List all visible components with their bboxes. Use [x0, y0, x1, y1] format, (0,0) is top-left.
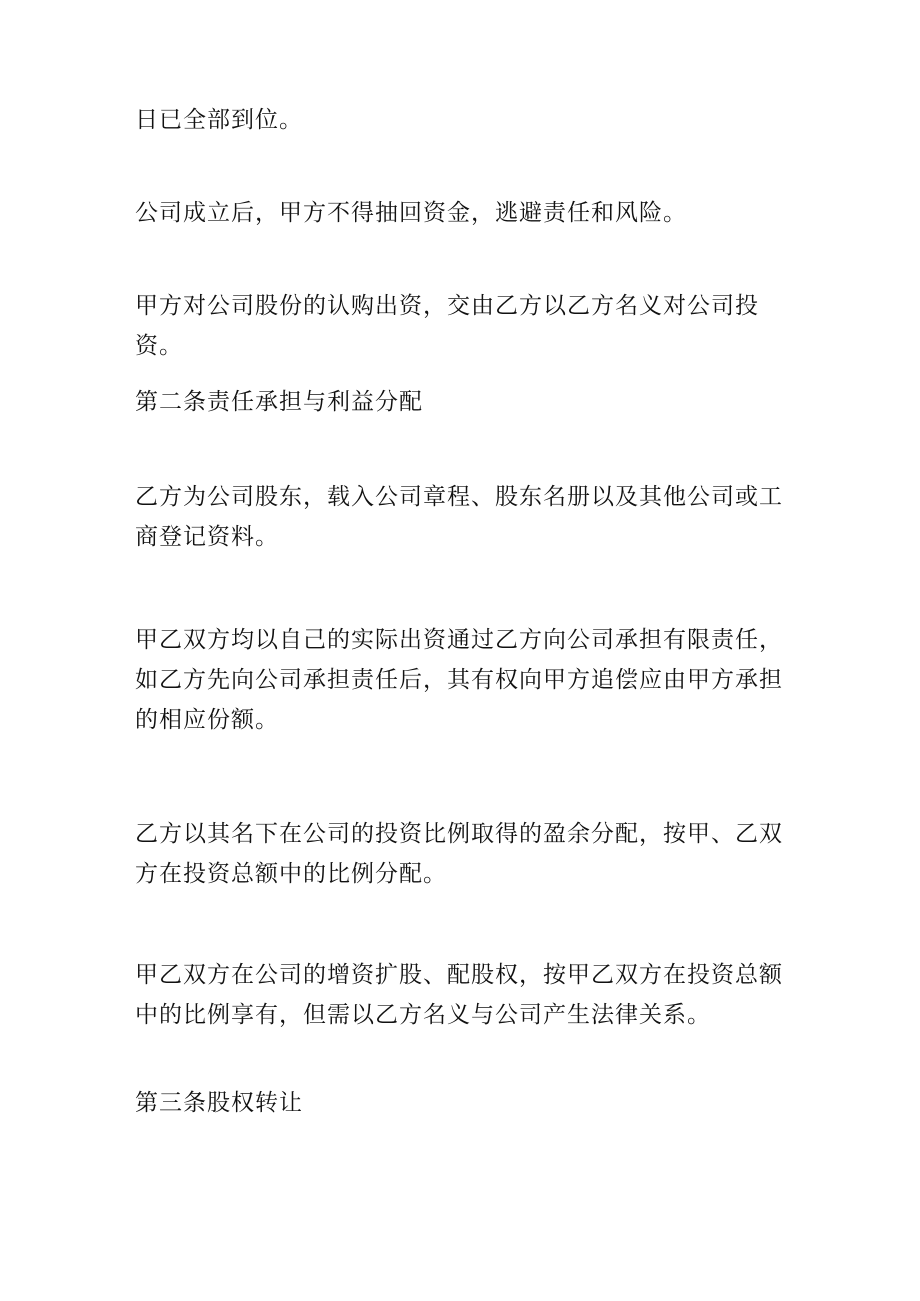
paragraph-no-withdrawal: 公司成立后，甲方不得抽回资金，逃避责任和风险。 — [135, 200, 687, 226]
paragraph-shareholder-registration: 乙方为公司股东，载入公司章程、股东名册以及其他公司或工商登记资料。 — [135, 484, 783, 550]
paragraph-funds-in-place: 日已全部到位。 — [135, 107, 303, 133]
paragraph-limited-liability: 甲乙双方均以自己的实际出资通过乙方向公司承担有限责任，如乙方先向公司承担责任后，其有权向甲方追偿应由甲方承担的相应份额。 — [135, 627, 783, 733]
paragraph-subscription: 甲方对公司股份的认购出资，交由乙方以乙方名义对公司投资。 — [135, 293, 759, 359]
paragraph-profit-distribution: 乙方以其名下在公司的投资比例取得的盈余分配，按甲、乙双方在投资总额中的比例分配。 — [135, 821, 783, 887]
paragraph-capital-increase: 甲乙双方在公司的增资扩股、配股权，按甲乙双方在投资总额中的比例享有，但需以乙方名义与公司产生法律关系。 — [135, 962, 783, 1028]
section-heading-article-2: 第二条责任承担与利益分配 — [135, 389, 423, 415]
section-heading-article-3: 第三条股权转让 — [135, 1090, 303, 1116]
